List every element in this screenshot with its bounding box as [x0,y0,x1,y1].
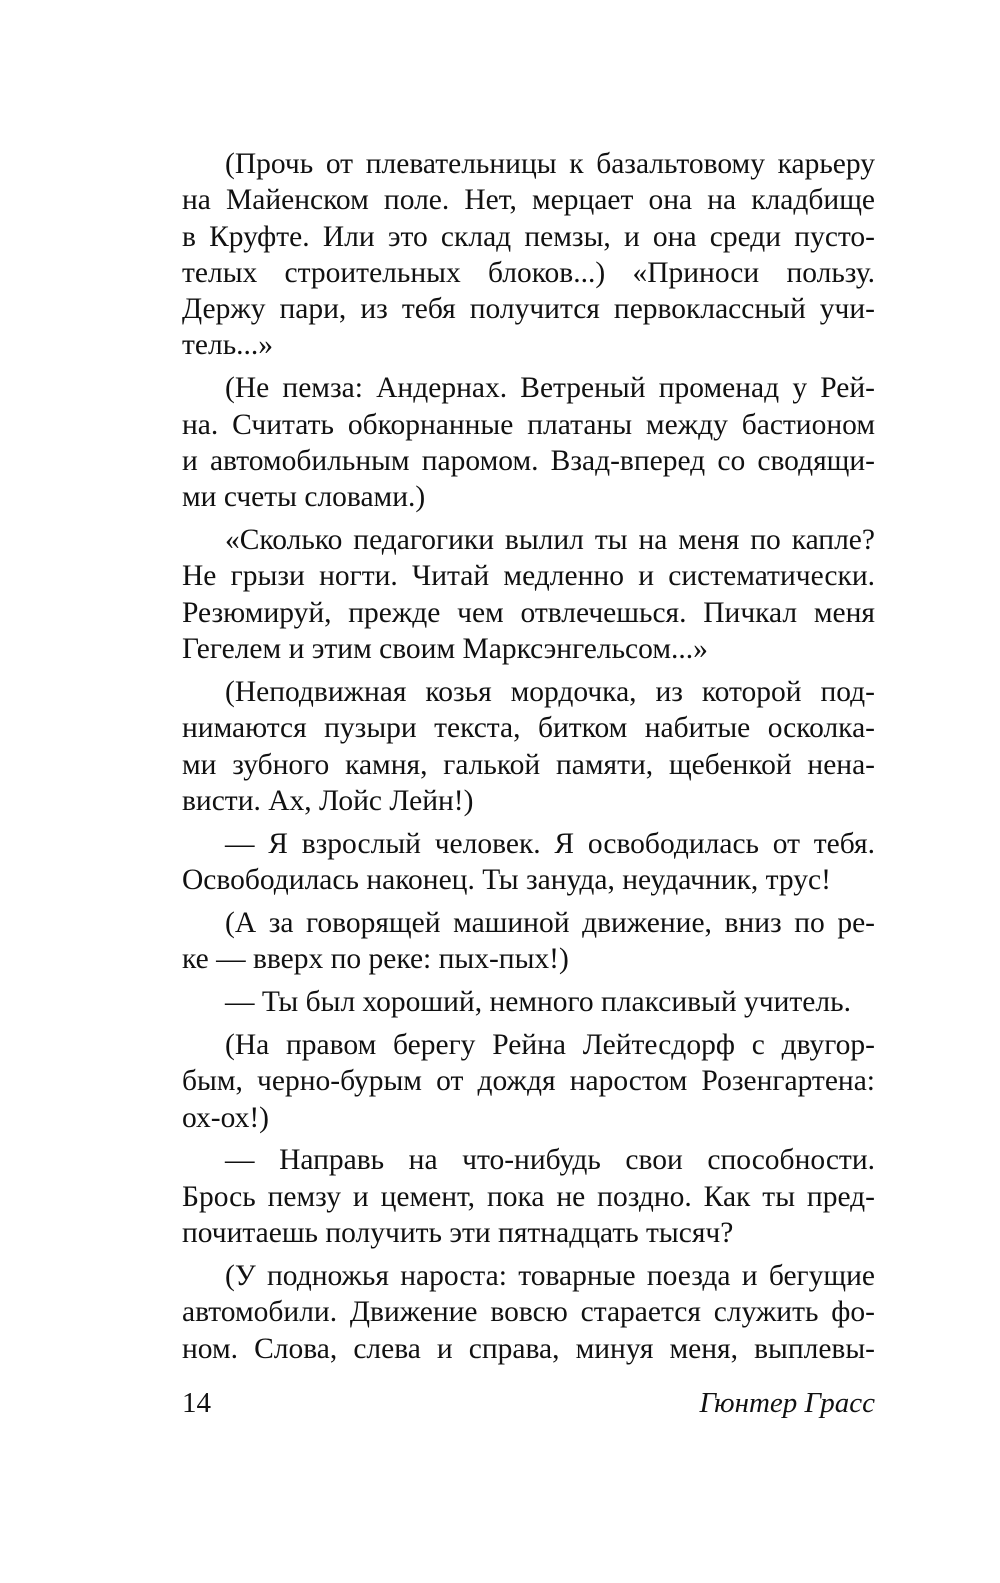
text-line: ох-ох!) [182,1101,270,1134]
text-line: (Неподвижная козья мордочка, из которой под- [225,675,875,708]
text-line: и автомобильным паромом. Взад-вперед со сводящи- [182,444,875,477]
text-line: «Сколько педагогики вылил ты на меня по капле? [225,524,875,557]
running-footer-author: Гюнтер Грасс [699,1387,875,1419]
page-number: 14 [182,1387,211,1419]
paragraph [182,146,875,364]
paragraph [182,984,875,1020]
text-line: (На правом берегу Рейна Лейтесдорф с двугор- [225,1028,875,1061]
text-line: ном. Слова, слева и справа, минуя меня, выплевы- [182,1332,875,1365]
text-line: Держу пари, из тебя получится первоклассный учи- [182,293,875,326]
body-text [182,146,875,1367]
text-line: — Направь на что-нибудь свои способности. [225,1144,875,1177]
text-line: Не грызи ногти. Читай медленно и систематически. [182,560,875,593]
text-line: Гегелем и этим своим Марксэнгельсом...» [182,633,708,666]
text-line: Освободилась наконец. Ты зануда, неудачник, трус! [182,864,831,897]
paragraph [182,370,875,515]
text-line: на Майенском поле. Нет, мерцает она на кладбище [182,184,875,217]
text-line: в Круфте. Или это склад пемзы, и она среди пусто- [182,220,875,253]
text-line: — Я взрослый человек. Я освободилась от тебя. [225,827,875,860]
text-line: (А за говорящей машиной движение, вниз по ре- [225,906,875,939]
paragraph [182,1027,875,1136]
paragraph [182,522,875,667]
text-line: Резюмируй, прежде чем отвлечешься. Пичкал меня [182,596,875,629]
paragraph [182,826,875,899]
text-line: — Ты был хороший, немного плаксивый учитель. [225,986,851,1019]
paragraph [182,1142,875,1251]
text-line: (Прочь от плевательницы к базальтовому карьеру [225,148,875,180]
text-line: ми зубного камня, галькой памяти, щебенкой нена- [182,748,875,781]
text-line: автомобили. Движение вовсю старается служить фо- [182,1296,875,1329]
paragraph [182,1258,875,1367]
text-line: ми счеты словами.) [182,481,426,514]
text-line: (У подножья нароста: товарные поезда и бегущие [225,1259,875,1292]
text-line: телых строительных блоков...) «Приноси пользу. [182,256,875,289]
text-line: висти. Ах, Лойс Лейн!) [182,784,474,817]
text-line: почитаешь получить эти пятнадцать тысяч? [182,1217,734,1250]
text-line: тель...» [182,329,274,362]
text-line: Брось пемзу и цемент, пока не поздно. Как ты пред- [182,1180,875,1213]
paragraph [182,674,875,819]
text-line: бым, черно-бурым от дождя наростом Розенгартена: [182,1065,875,1098]
text-line: нимаются пузыри текста, битком набитые осколка- [182,712,875,745]
paragraph [182,905,875,978]
text-line: (Не пемза: Андернах. Ветреный променад у Рей- [225,372,875,405]
text-line: ке — вверх по реке: пых-пых!) [182,943,569,976]
text-line: на. Считать обкорнанные платаны между бастионом [182,408,875,441]
